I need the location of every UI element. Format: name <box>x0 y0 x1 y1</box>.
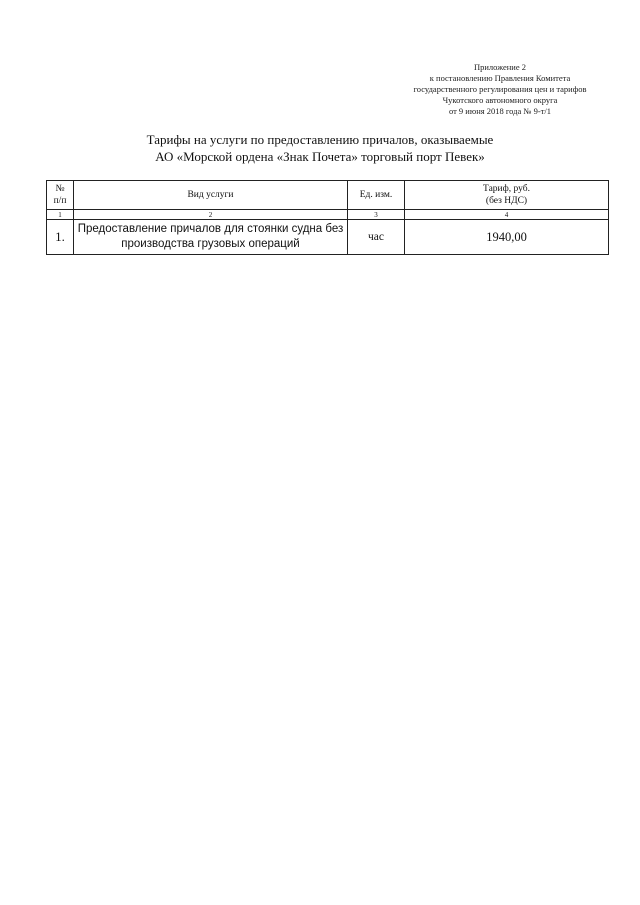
row-unit: час <box>348 220 405 255</box>
document-title <box>100 131 540 165</box>
column-number: 2 <box>74 210 348 220</box>
header-tariff: Тариф, руб. (без НДС) <box>405 181 609 210</box>
header-unit: Ед. изм. <box>348 181 405 210</box>
column-number: 3 <box>348 210 405 220</box>
title-line-1: Тарифы на услуги по предоставлению причалов, оказываемые <box>146 132 494 147</box>
column-numbers-row <box>47 210 609 220</box>
row-number: 1. <box>47 220 74 255</box>
appendix-line: от 9 июня 2018 года № 9-т/1 <box>448 106 552 116</box>
appendix-line: к постановлению Правления Комитета <box>429 73 571 83</box>
header-num: № п/п <box>47 181 74 210</box>
row-service: Предоставление причалов для стоянки судна без производства грузовых операций <box>74 220 348 255</box>
appendix-reference <box>400 62 600 117</box>
appendix-line: Приложение 2 <box>474 62 526 72</box>
row-tariff: 1940,00 <box>405 220 609 255</box>
title-line-2: АО «Морской ордена «Знак Почета» торговый порт Певек» <box>155 149 485 164</box>
column-number: 1 <box>47 210 74 220</box>
column-number: 4 <box>405 210 609 220</box>
appendix-line: государственного регулирования цен и тарифов <box>413 84 587 94</box>
table-row <box>47 220 609 255</box>
header-service: Вид услуги <box>74 181 348 210</box>
appendix-line: Чукотского автономного округа <box>442 95 558 105</box>
table-header-row <box>47 181 609 210</box>
tariff-table <box>46 180 609 255</box>
